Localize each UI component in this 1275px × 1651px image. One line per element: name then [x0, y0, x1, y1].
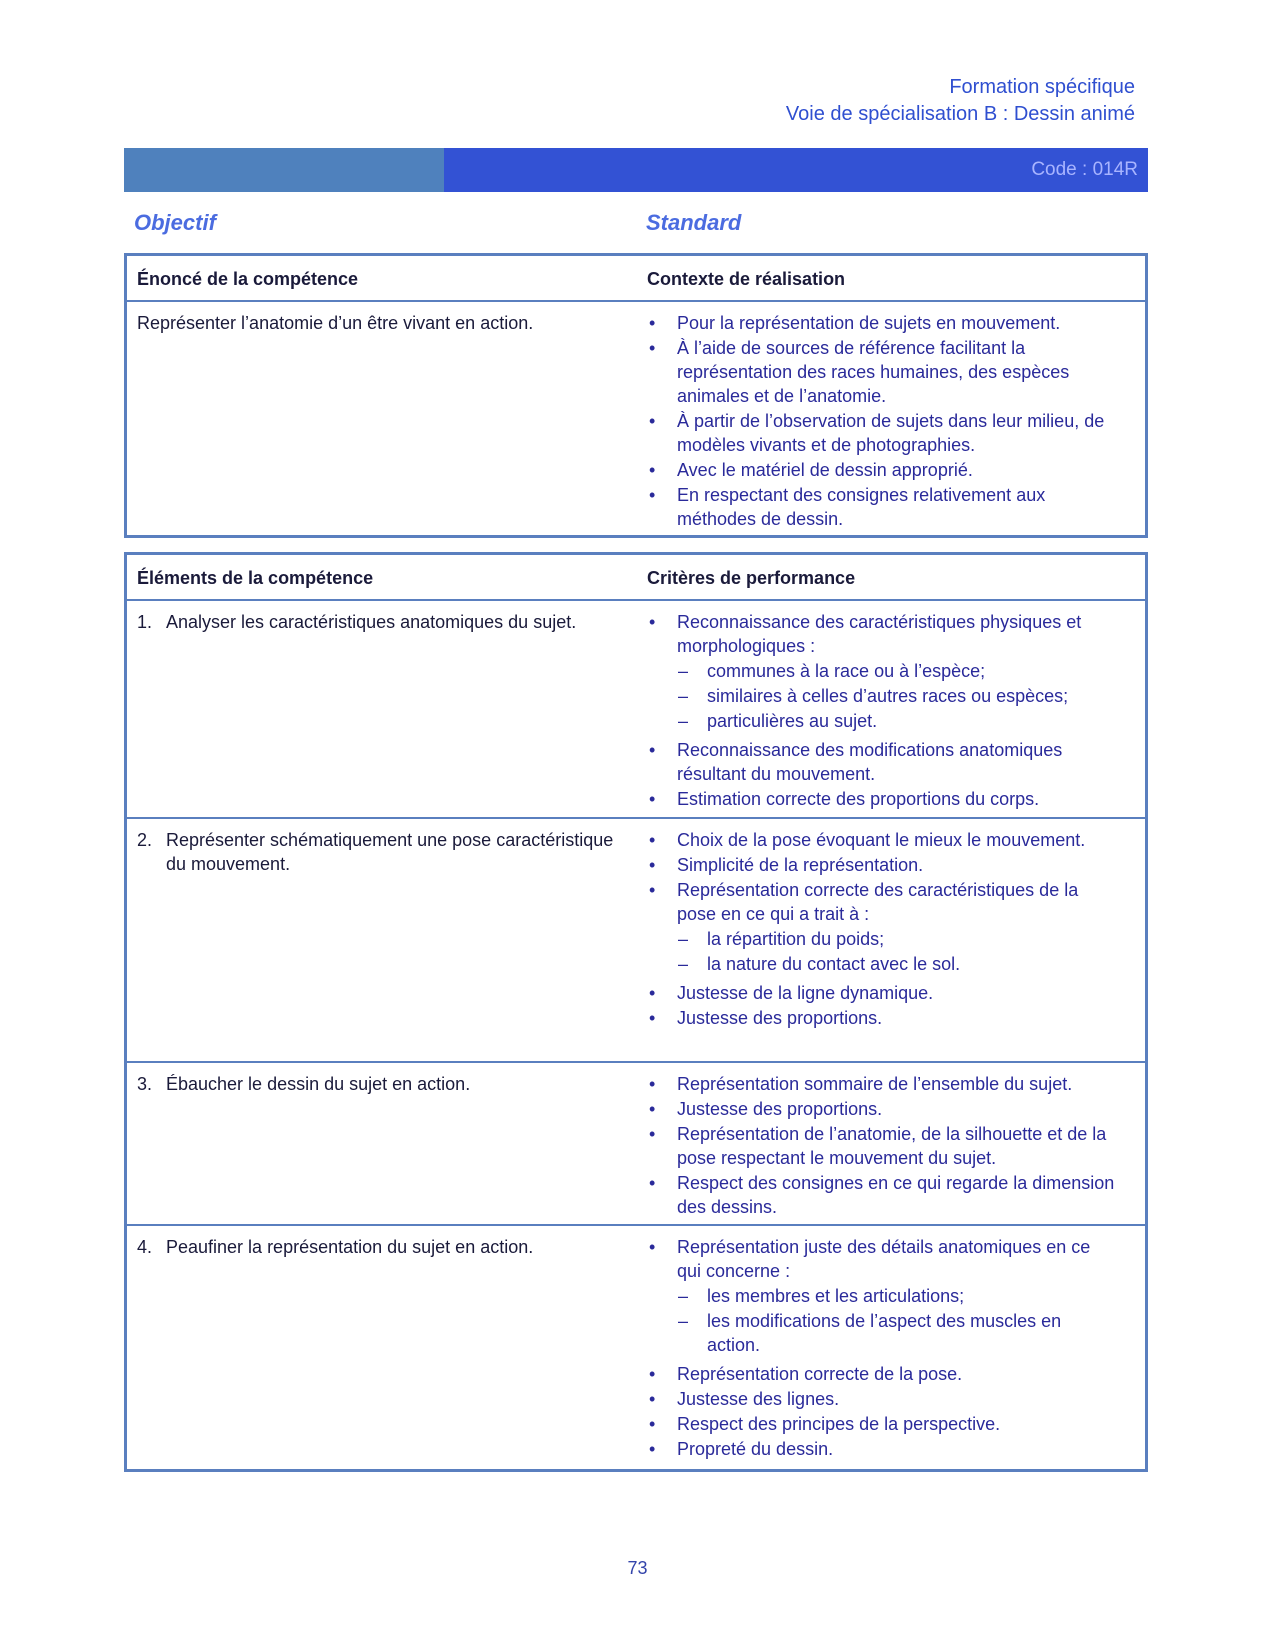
- list-item: • Représentation correcte des caractéristiques de la pose en ce qui a trait à :: [647, 878, 1117, 926]
- list-item: • Estimation correcte des proportions du corps.: [647, 787, 1117, 811]
- competency-statement-table: [124, 253, 1148, 538]
- elements-column-header: Éléments de la compétence: [137, 568, 374, 588]
- context-list: [647, 311, 1117, 532]
- criteria-list-2: [647, 828, 1117, 1031]
- list-item: • Choix de la pose évoquant le mieux le mouvement.: [647, 828, 1117, 852]
- list-item: • Représentation correcte de la pose.: [647, 1362, 1117, 1386]
- list-item: • Justesse des proportions.: [647, 1006, 1117, 1030]
- context-column-header: Contexte de réalisation: [647, 269, 846, 289]
- criteria-column-header: Critères de performance: [647, 568, 856, 588]
- sub-list-item: – communes à la race ou à l’espèce;: [647, 659, 1117, 683]
- list-item: • Reconnaissance des caractéristiques physiques et morphologiques :: [647, 610, 1117, 658]
- list-item: • À l’aide de sources de référence facilitant la représentation des races humaines, des espèces animales et de l’anatomie.: [647, 336, 1117, 408]
- list-item: • Propreté du dessin.: [647, 1437, 1117, 1461]
- list-item: • Représentation de l’anatomie, de la silhouette et de la pose respectant le mouvement du sujet.: [647, 1122, 1117, 1170]
- list-item: • Avec le matériel de dessin approprié.: [647, 458, 1117, 482]
- element-number: 3.: [137, 1074, 153, 1094]
- list-item: • Représentation sommaire de l’ensemble du sujet.: [647, 1072, 1117, 1096]
- competency-code: Code : 014R: [1031, 159, 1138, 180]
- element-text: Représenter schématiquement une pose caractéristique du mouvement.: [166, 830, 614, 874]
- competency-statement: Représenter l’anatomie d’un être vivant en action.: [137, 313, 534, 333]
- criteria-list-4: [647, 1235, 1117, 1462]
- element-number: 1.: [137, 612, 153, 632]
- element-text: Analyser les caractéristiques anatomiques du sujet.: [166, 612, 577, 632]
- table-header: [127, 256, 1145, 302]
- header-program-title: Formation spécifique: [949, 76, 1135, 98]
- sub-list-item: – les modifications de l’aspect des muscles en action.: [647, 1309, 1117, 1357]
- list-item: • Justesse des lignes.: [647, 1387, 1117, 1411]
- list-item: • À partir de l’observation de sujets dans leur milieu, de modèles vivants et de photographies.: [647, 409, 1117, 457]
- code-bar: [124, 148, 1148, 192]
- row-divider: [127, 1224, 1145, 1226]
- element-text: Peaufiner la représentation du sujet en action.: [166, 1237, 534, 1257]
- sub-list-item: – particulières au sujet.: [647, 709, 1117, 733]
- list-item: • Reconnaissance des modifications anatomiques résultant du mouvement.: [647, 738, 1117, 786]
- list-item: • Respect des principes de la perspective.: [647, 1412, 1117, 1436]
- competency-elements-table: [124, 552, 1148, 1472]
- page-number: 73: [627, 1558, 648, 1578]
- list-item: • Simplicité de la représentation.: [647, 853, 1117, 877]
- element-text: Ébaucher le dessin du sujet en action.: [166, 1074, 471, 1094]
- list-item: • Représentation juste des détails anatomiques en ce qui concerne :: [647, 1235, 1117, 1283]
- list-item: • Respect des consignes en ce qui regarde la dimension des dessins.: [647, 1171, 1117, 1219]
- sub-list-item: – la nature du contact avec le sol.: [647, 952, 1117, 976]
- element-number: 4.: [137, 1237, 153, 1257]
- table-header: [127, 555, 1145, 601]
- list-item: • Justesse des proportions.: [647, 1097, 1117, 1121]
- row-divider: [127, 1061, 1145, 1063]
- row-divider: [127, 817, 1145, 819]
- list-item: • En respectant des consignes relativement aux méthodes de dessin.: [647, 483, 1117, 531]
- sub-list-item: – les membres et les articulations;: [647, 1284, 1117, 1308]
- list-item: • Justesse de la ligne dynamique.: [647, 981, 1117, 1005]
- criteria-list-1: [647, 610, 1117, 812]
- element-number: 2.: [137, 830, 153, 850]
- list-item: • Pour la représentation de sujets en mouvement.: [647, 311, 1117, 335]
- sub-list-item: – similaires à celles d’autres races ou espèces;: [647, 684, 1117, 708]
- header-specialization: Voie de spécialisation B : Dessin animé: [785, 103, 1135, 125]
- statement-column-header: Énoncé de la compétence: [137, 269, 359, 289]
- standard-heading: Standard: [646, 210, 742, 235]
- sub-list-item: – la répartition du poids;: [647, 927, 1117, 951]
- criteria-list-3: [647, 1072, 1117, 1220]
- objectif-heading: Objectif: [134, 210, 216, 235]
